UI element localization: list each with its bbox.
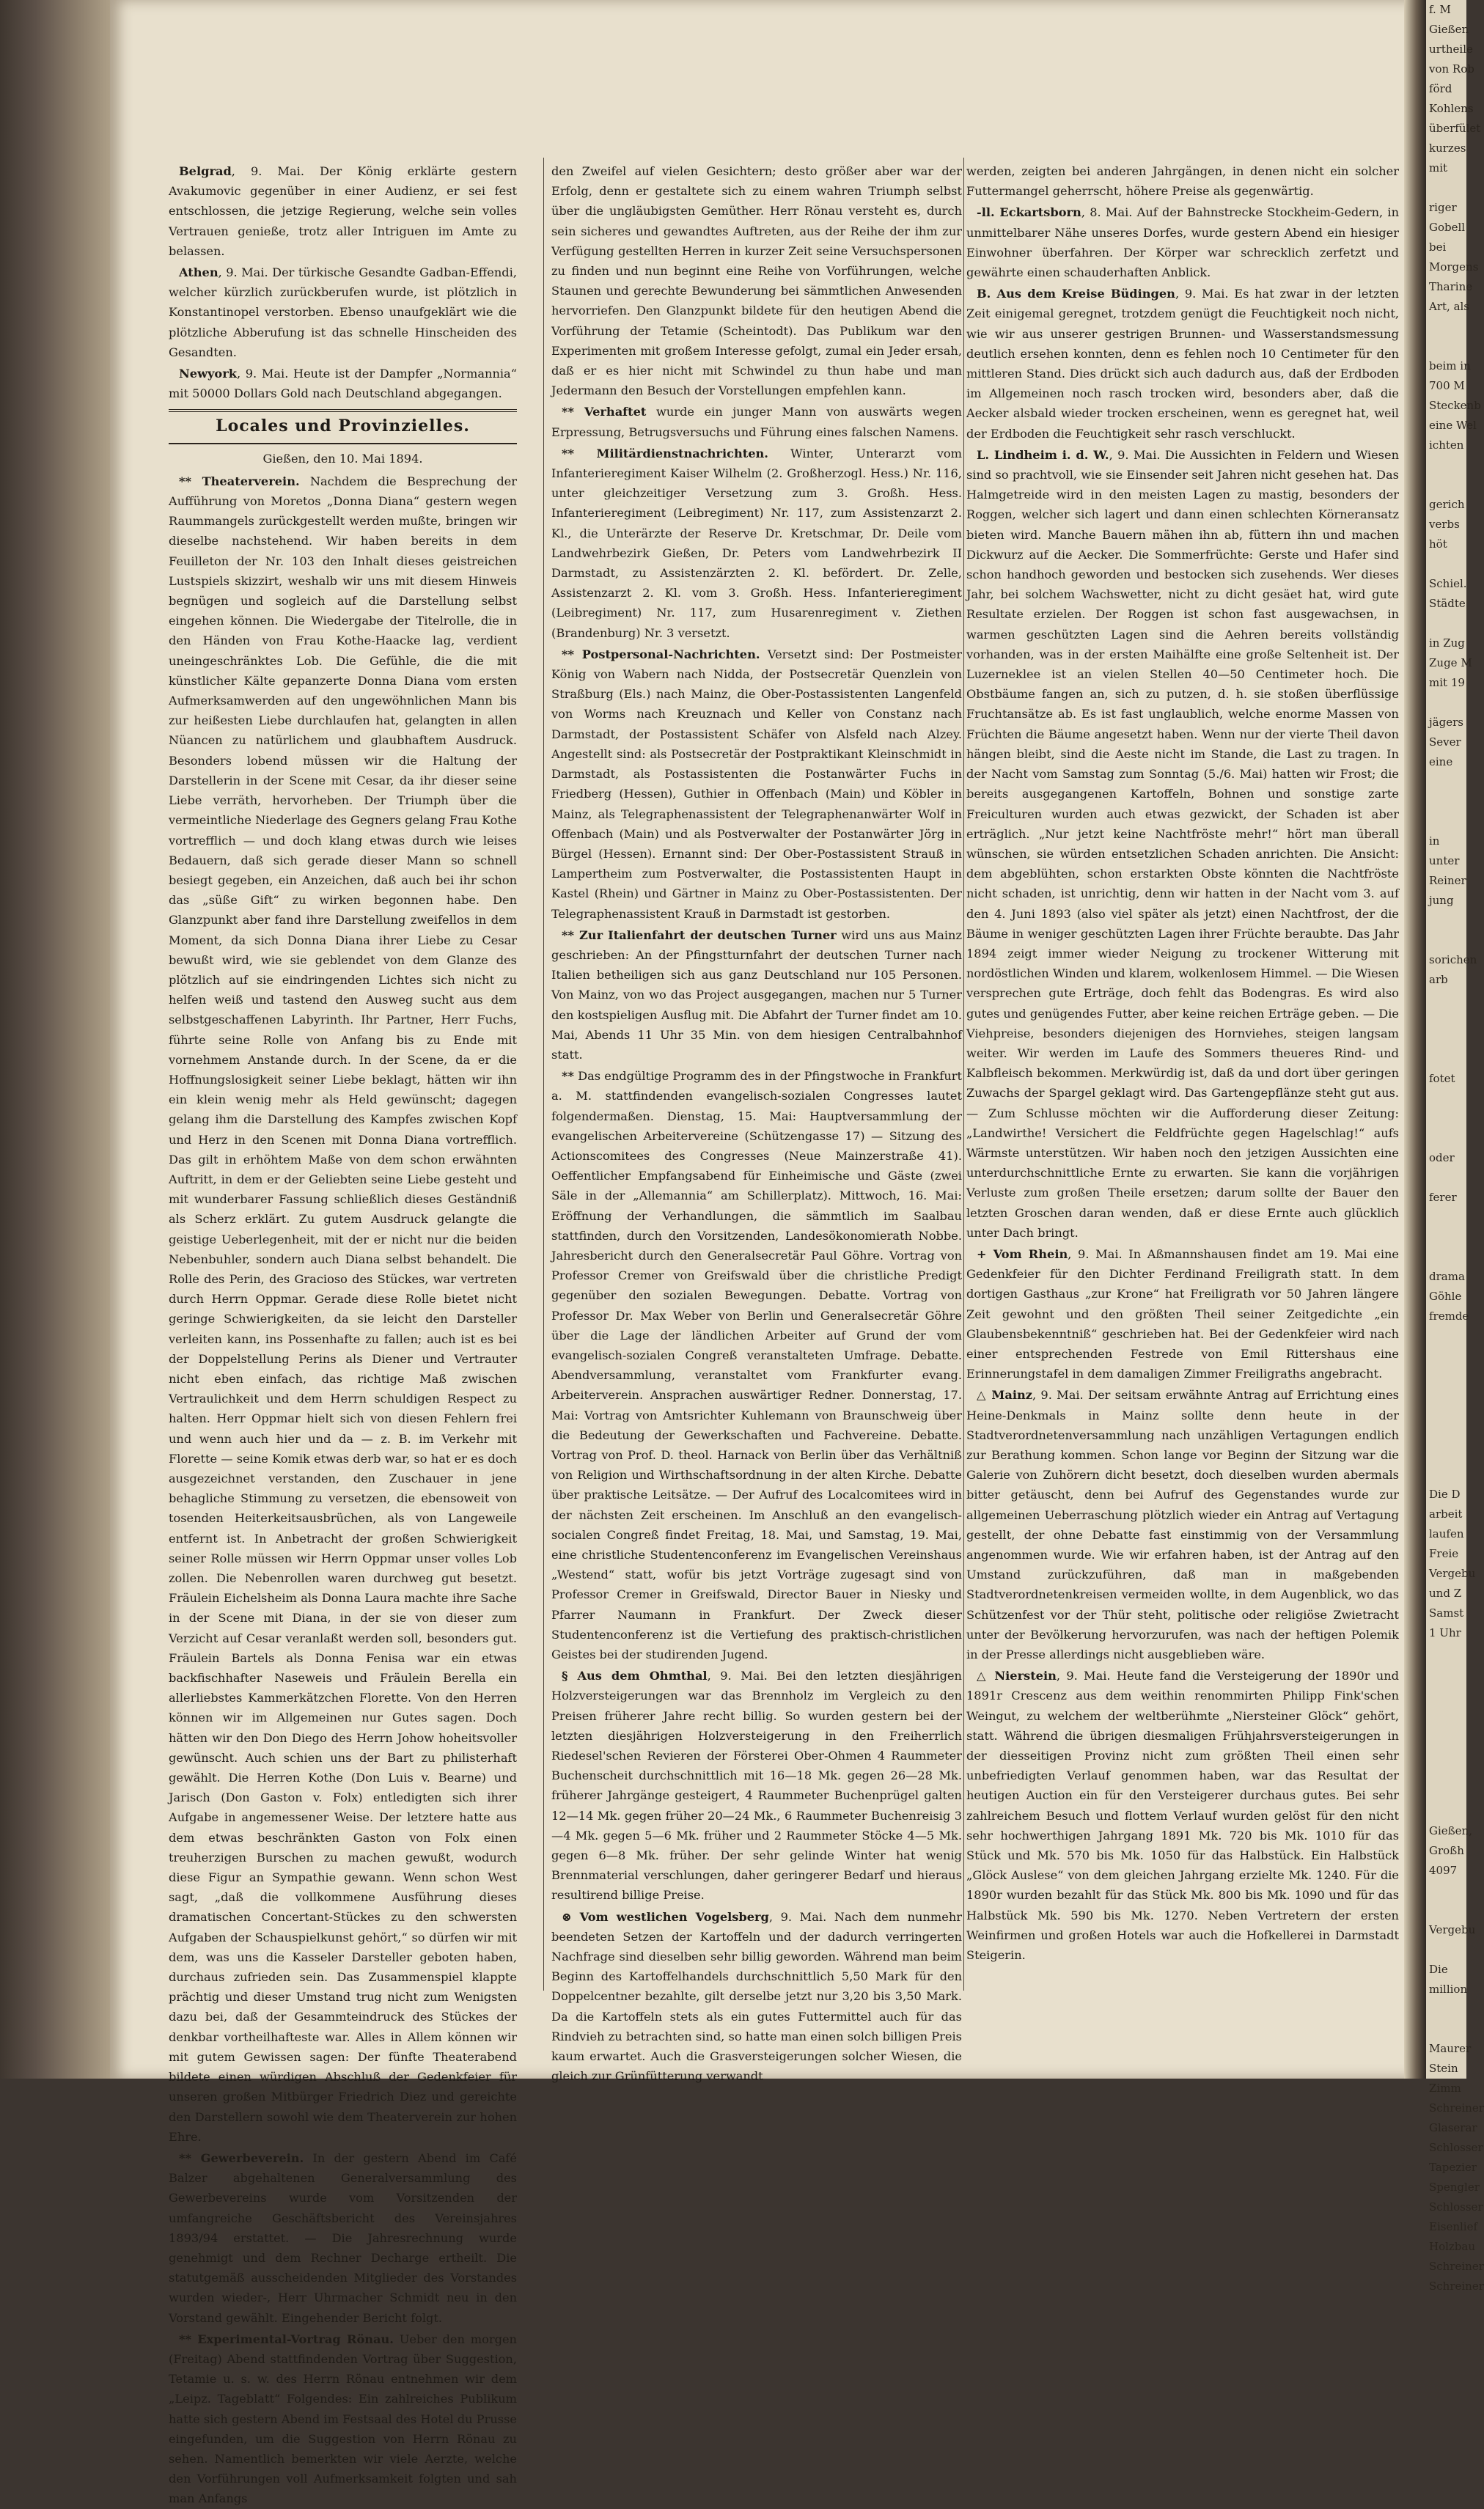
article-lead: △ Mainz: [977, 1388, 1032, 1403]
column-3: [966, 161, 1399, 2053]
next-page-fragment: höt: [1429, 537, 1447, 551]
next-page-fragment: in: [1429, 834, 1440, 848]
article-paragraph: [169, 262, 517, 362]
article-text: , 9. Mai. Der türkische Gesandte Gadban-Effendi, welcher kürzlich zurückberufen wurde, ist plötzlich in Konstantinopel verstorben. Ebenso unaufgeklärt wie die plötzliche Abberufung ist das schnelle Hinscheiden des Gesandten.: [169, 265, 517, 359]
article-paragraph: [966, 161, 1399, 201]
next-page-fragment: Freie: [1429, 1547, 1459, 1560]
article-paragraph: [551, 161, 962, 400]
article-lead: ** Experimental-Vortrag Rönau.: [179, 2332, 394, 2346]
next-page-fragment: Reiner: [1429, 874, 1466, 887]
next-page-fragment: Tapezier: [1429, 2161, 1477, 2174]
next-page-fragment: 1 Uhr: [1429, 1626, 1461, 1639]
next-page-fragment: f. M: [1429, 3, 1451, 16]
next-page-fragment: gerich: [1429, 498, 1465, 511]
article-text: , 9. Mai. Der seitsam erwähnte Antrag auf Errichtung eines Heine-Denkmals in Mainz sollte denn heute in der Stadtverordnetenversammlung nach unzähligen Vertagungen endlich zur Berathung kommen. Schon lange vor Beginn der Sitzung war die Galerie von Zuhörern dicht besetzt, doch dieselben wurden abermals bitter getäuscht, denn bei Aufruf des Gegenstandes wurde zur allgemeinen Ueberraschung plötzlich wieder ein Antrag auf Vertagung gestellt, der ohne Debatte fast einstimmig von der Versammlung angenommen wurde. Wie wir erfahren haben, ist der Antrag auf den Umstand zurückzuführen, daß man in maßgebenden Stadtverordnetenkreisen vermeiden wollte, in dem Augenblick, wo das Schützenfest vor der Thür steht, politische oder religiöse Zwietracht unter der Bevölkerung hervorzurufen, was nach der heftigen Polemik in der Presse allerdings nicht ausgeblieben wäre.: [966, 1388, 1399, 1662]
next-page-fragment: Schreiner: [1429, 2260, 1484, 2273]
next-page-fragment: [1426, 455, 1466, 475]
article-paragraph: [966, 284, 1399, 444]
next-page-fragment: Gobell: [1429, 221, 1466, 234]
next-page-fragment: [1426, 1425, 1466, 1445]
next-page-fragment: [1426, 792, 1466, 812]
next-page-fragment: million: [1429, 1983, 1468, 1996]
article-text: , 9. Mai. Heute fand die Versteigerung der 1890r und 1891r Crescenz aus dem weithin renommirten Philipp Fink'schen Weingut, zu welchem der weltberühmte „Niersteiner Glöck“ gehört, statt. Während die übrigen diesmaligen Frühjahrsversteigerungen in der diesseitigen Provinz nicht zum größten Theil einen sehr unbefriedigten Verlauf genommen haben, war das Resultat der heutigen Auction ein für den Versteigerer durchaus gutes. Bei sehr zahlreichem Besuch und flottem Verlauf wurden gelöst für den nicht sehr hochwerthigen Jahrgang 1891 Mk. 720 bis Mk. 1010 für das Stück und Mk. 570 bis Mk. 1050 für das Halbstück. Ein Halbstück „Glöck Auslese“ von dem gleichen Jahrgang erzielte Mk. 1240. Für die 1890r wurden bezahlt für das Stück Mk. 800 bis Mk. 1090 und für das Halbstück Mk. 590 bis Mk. 1270. Neben Vertretern der ersten Weinfirmen und großen Hotels war auch die Hofkellerei in Darmstadt Steigerin.: [966, 1669, 1399, 1963]
next-page-fragment: [1426, 1801, 1466, 1821]
article-paragraph: [169, 2148, 517, 2328]
article-paragraph: [551, 1907, 962, 2087]
article-text: den Zweifel auf vielen Gesichtern; desto größer aber war der Erfolg, denn er gestaltete sich zu einem wahren Triumph selbst über die ungläubigsten Gemüther. Herr Rönau versteht es, durch sein sicheres und gewandtes Auftreten, aus der Reihe der ihm zur Verfügung gestellten Herren in kurzer Zeit seine Versuchspersonen zu finden und nun beginnt eine Reihe von Vorführungen, welche Staunen und gerechte Bewunderung bei sämmtlichen Anwesenden hervorriefen. Den Glanzpunkt bildete für den heutigen Abend die Vorführung der Tetamie (Scheintodt). Das Publikum war den Experimenten mit großem Interesse gefolgt, zumal ein Jeder ersah, daß er es hier nicht mit Schwindel zu thun habe und man Jedermann den Besuch der Vorstellungen empfehlen kann.: [551, 164, 962, 398]
article-text: werden, zeigten bei anderen Jahrgängen, in denen nicht ein solcher Futtermangel geherrscht, höhere Preise als gegenwärtig.: [966, 164, 1399, 199]
next-page-fragment: [1426, 1386, 1466, 1406]
article-paragraph: [169, 471, 517, 2147]
article-text: , 9. Mai. Es hat zwar in der letzten Zeit einigemal geregnet, trotzdem genügt die Feuchtigkeit noch nicht, wie wir aus unserer gestrigen Brunnen- und Wasserstandsmessung deutlich ersehen konnten, denn es fehlen noch 10 Centimeter für den mittleren Stand. Dies drückt sich auch dadurch aus, daß der Erdboden im Allgemeinen noch rasch trocken wird, besonders aber, daß die Aecker alsbald wieder trocken erscheinen, wenn es geregnet hat, weil der Erdboden die Feuchtigkeit sehr rasch verschluckt.: [966, 287, 1399, 441]
next-page-fragment: [1426, 317, 1466, 337]
article-lead: + Vom Rhein: [977, 1246, 1068, 1261]
article-text: , 9. Mai. In Aßmannshausen findet am 19. Mai eine Gedenkfeier für den Dichter Ferdinand Freiligrath statt. In dem dortigen Gasthaus „zur Krone“ hat Freiligrath vor 50 Jahren längere Zeit gewohnt und den größten Theil seiner Zeitgedichte „ein Glaubensbekenntniß“ geschrieben hat. Bei der Gedenkfeier wird nach einer entsprechenden Festrede von Emil Rittershaus eine Erinnerungstafel in dem damaligen Zimmer Freiligraths angebracht.: [966, 1246, 1399, 1381]
next-page-fragment: [1426, 1168, 1466, 1188]
article-lead: ** Verhaftet: [562, 405, 647, 419]
next-page-fragment: ichten: [1429, 438, 1464, 452]
next-page-fragment: Städte: [1429, 597, 1466, 610]
next-page-fragment: Schiel.: [1429, 577, 1467, 590]
article-lead: ** Militärdienstnachrichten.: [562, 446, 768, 460]
next-page-fragment: Großh: [1429, 1844, 1464, 1857]
article-paragraph: [169, 364, 517, 403]
next-page-fragment: [1426, 1128, 1466, 1148]
next-page-fragment: [1426, 1683, 1466, 1702]
next-page-fragment: [1426, 475, 1466, 495]
article-lead: L. Lindheim i. d. W.: [977, 447, 1109, 462]
article-lead: ⊗ Vom westlichen Vogelsberg: [562, 1909, 769, 1924]
next-page-fragment: [1426, 1109, 1466, 1128]
next-page-fragment: mit 19: [1429, 676, 1465, 689]
next-page-fragment: Samst: [1429, 1606, 1464, 1620]
next-page-fragment: fotet: [1429, 1072, 1455, 1085]
section-rule: [169, 409, 517, 412]
next-page-fragment: oder: [1429, 1151, 1455, 1164]
next-page-fragment: Schreiner: [1429, 2101, 1484, 2115]
next-page-fragment: Zimm: [1429, 2082, 1461, 2095]
article-text: , 9. Mai. Nach dem nunmehr beendeten Setzen der Kartoffeln und der dadurch verringerten Nachfrage sind dieselben sehr billig geworden. Während man beim Beginn des Kartoffelhandels durchschnittlich 5,50 Mark für den Doppelcentner bezahlte, gilt derselbe jetzt nur 3,20 bis 3,50 Mark. Da die Kartoffeln stets als ein gutes Futtermittel auch für das Rindvieh zu betrachten sind, so hatte man einen solch billigen Preis kaum erwartet. Auch die Grasversteigerungen solcher Wiesen, die gleich zur Grünfütterung verwandt: [551, 1909, 962, 2084]
next-page-fragment: Schreiner: [1429, 2280, 1484, 2293]
next-page-fragment: [1426, 1208, 1466, 1227]
column-separator: [543, 158, 544, 1991]
next-page-fragment: [1426, 1247, 1466, 1267]
next-page-fragment: jung: [1429, 894, 1454, 907]
article-text: Das endgültige Programm des in der Pfingstwoche in Frankfurt a. M. stattfindenden evangelisch-sozialen Congresses lautet folgendermaßen. Dienstag, 15. Mai: Hauptversammlung der evangelischen Arbeitervereine (Schützengasse 17) — Sitzung des Actionscomitees des Congresses (Neue Mainzerstraße 41). Oeffentlicher Empfangsabend für Einheimische und Gäste (zwei Säle in der „Allemannia“ am Schillerplatz). Mittwoch, 16. Mai: Eröffnung der Verhandlungen, die sämmtlich im Saalbau stattfinden, durch den Vorsitzenden, Landesökonomierath Nobbe. Jahresbericht durch den Generalsecretär Paul Göhre. Vortrag von Professor Cremer von Greifswald über die christliche Predigt gegenüber den sozialen Bewegungen. Debatte. Vortrag von Professor Dr. Max Weber von Berlin und Generalsecretär Göhre über die Lage der ländlichen Arbeiter auf Grund der vom evangelisch-sozialen Congreß veranstalteten Umfrage. Debatte. Abendversammlung, veranstaltet vom Frankfurter evang. Arbeiterverein. Ansprachen auswärtiger Redner. Donnerstag, 17. Mai: Vortrag von Amtsrichter Kuhlemann von Braunschweig über die Bedeutung der Gewerkschaften und Fachvereine. Debatte. Vortrag von Prof. D. theol. Harnack von Berlin über das Verhältniß von Religion und Wirthschaftsordnung in der alten Kirche. Debatte über praktische Leitsätze. — Der Aufruf des Localcomitees wird in der nächsten Zeit erscheinen. Im Anschluß an den evangelisch-socialen Congreß findet Freitag, 18. Mai, und Samstag, 19. Mai, eine christliche Studentenconferenz im Evangelischen Vereinshaus „Westend“ statt, wofür bis jetzt Vorträge zugesagt sind von Professor Cremer in Greifswald, Director Bauer in Niesky und Pfarrer Naumann in Frankfurt. Der Zweck dieser Studentenconferenz ist die Vertiefung des praktisch-christlichen Geistes bei der studirenden Jugend.: [551, 1069, 962, 1662]
next-page-fragment: [1426, 1881, 1466, 1900]
dateline: Gießen, den 10. Mai 1894.: [262, 451, 423, 466]
article-text: , 9. Mai. Der König erklärte gestern Avakumovic gegenüber in einer Audienz, er sei fest entschlossen, die jetzige Regierung, welche sein volles Vertrauen genieße, trotz aller Intriguen im Amte zu belassen.: [169, 164, 517, 258]
next-page-fragment: Maurer: [1429, 2042, 1472, 2055]
next-page-fragment: [1426, 1346, 1466, 1366]
article-paragraph: [551, 925, 962, 1065]
next-page-fragment: Spengler: [1429, 2181, 1480, 2194]
next-page-fragment: [1426, 1762, 1466, 1782]
next-page-fragment: [1426, 1643, 1466, 1663]
next-page-fragment: arb: [1429, 973, 1448, 986]
next-page-fragment: [1426, 1326, 1466, 1346]
article-lead: B. Aus dem Kreise Büdingen: [977, 287, 1175, 301]
next-page-fragment: Tharine: [1429, 280, 1473, 293]
article-text: , 9. Mai. Die Aussichten in Feldern und Wiesen sind so prachtvoll, wie sie Einsender seit Jahren nicht gesehen hat. Das Halmgetreide wird in den meisten Lagen zu mastig, besonders der Roggen, welcher sich lagert und dann einen schlechten Körneransatz bieten wird. Manche Bauern mähen ihn ab, füttern ihn und machen Dickwurz auf die Aecker. Die Sommerfrüchte: Gerste und Hafer sind schon handhoch geworden und bestocken sich zusehends. Wer dieses Jahr, bei solchem Wachswetter, nicht zu dicht gesäet hat, wird gute Resultate erzielen. Der Roggen ist schon fast ausgewachsen, in warmen geschützten Lagen sind die Aehren bereits vollständig vorhanden, was in der ersten Maihälfte eine große Seltenheit ist. Der Luzerneklee ist an vielen Stellen 40—50 Centimeter hoch. Die Obstbäume fangen an, sich zu putzen, d. h. sie stoßen überflüssige Fruchtansätze ab. Es ist fast unglaublich, welche enorme Massen von Früchten die Bäume angesetzt haben. Wenn nur der vierte Theil davon hängen bleibt, sind die Aeste nicht im Stande, die Last zu tragen. In der Nacht vom Samstag zum Sonntag (5./6. Mai) hatten wir Frost; die bereits ausgegangenen Kartoffeln, Bohnen und sonstige zarte Freiculturen wurden auch etwas gezwickt, der Schaden ist aber erträglich. „Nur jetzt keine Nachtfröste mehr!“ hört man überall wünschen, sie würden entsetzlichen Schaden anrichten. Die Ansicht: dem abgeblühten, schon erstarkten Obste könnten die Nachtfröste nicht schaden, ist unrichtig, denn wir hatten in der Nacht vom 3. auf den 4. Juni 1893 (also viel später als jetzt) einen Nachtfrost, der die Bäume in weniger geschützten Lagen ihrer Früchte beraubte. Das Jahr 1894 zeigt immer wieder Neigung zu trockener Witterung mit nordöstlichen Winden und klarem, wolkenlosem Himmel. — Die Wiesen versprechen gute Erträge, doch fehlt das Bodengras. Es wird also gutes und genügendes Futter, aber keine reichen Erträge geben. — Die Viehpreise, besonders diejenigen des Hornviehes, steigen langsam weiter. Wir werden im Laufe des Sommers theueres Rind- und Kalbfleisch bekommen. Merkwürdig ist, daß da und dort über geringen Zuwachs der Spargel geklagt wird. Das Gartengepflänze steht gut aus. — Zum Schlusse möchten wir die Aufforderung dieser Zeitung: „Landwirthe! Versichert die Feldfrüchte gegen Hagelschlag!“ aufs Wärmste unterstützen. Wir haben noch den jetzigen Aussichten eine unterdurchschnittliche Ernte zu erwarten. Sie kann die vorjährigen Verluste zum großen Theile ersetzen; darum sollte der Bauer den letzten Groschen daran wenden, daß er diese Ernte auch glücklich unter Dach bringt.: [966, 447, 1399, 1240]
next-page-fragment: Gießen: [1429, 23, 1469, 36]
next-page-fragment: jägers: [1429, 716, 1463, 729]
next-page-fragment: [1426, 614, 1466, 633]
article-text: Ueber den morgen (Freitag) Abend stattfindenden Vortrag über Suggestion, Tetamie u. s. w. des Herrn Rönau entnehmen wir dem „Leipz. Tageblatt“ Folgendes: Ein zahlreiches Publikum hatte sich gestern Abend im Festsaal des Hotel du Prusse eingefunden, um die Suggestion von Herrn Rönau zu sehen. Namentlich bemerkten wir viele Aerzte, welche den Vorführungen voll Aufmerksamkeit folgten und sah man Anfangs: [169, 2332, 517, 2506]
article-paragraph: [169, 2329, 517, 2509]
article-lead: ** Gewerbeverein.: [179, 2150, 304, 2165]
next-page-fragment: Schlosser: [1429, 2200, 1483, 2214]
next-page-fragment: beim in: [1429, 359, 1471, 372]
article-lead: Athen: [179, 265, 218, 280]
next-page-fragment: arbeit: [1429, 1507, 1463, 1521]
next-page-fragment: Glaserar: [1429, 2121, 1477, 2134]
article-text: wurde ein junger Mann von auswärts wegen Erpressung, Betrugsversuchs und Führung eines falschen Namens.: [551, 405, 962, 439]
next-page-fragment: Zuge M: [1429, 656, 1472, 669]
article-text: wird uns aus Mainz geschrieben: An der Pfingstturnfahrt der deutschen Turner nach Italien betheiligen sich aus ganz Deutschland nur 105 Personen. Von Mainz, von wo das Project ausgegangen, machen nur 5 Turner den kostspieligen Ausflug mit. Die Abfahrt der Turner findet am 10. Mai, Abends 11 Uhr 35 Min. von dem hiesigen Centralbahnhof statt.: [551, 927, 962, 1062]
next-page-edge: [1426, 0, 1484, 2293]
column-separator: [963, 158, 964, 1991]
article-lead: Newyork: [179, 367, 237, 381]
next-page-fragment: drama: [1429, 1270, 1465, 1283]
next-page-fragment: [1426, 1722, 1466, 1742]
next-page-fragment: [1426, 772, 1466, 792]
next-page-fragment: [1426, 554, 1466, 574]
article-text: , 8. Mai. Auf der Bahnstrecke Stockheim-Gedern, in unmittelbarer Nähe unseres Dorfes, wurde gestern Abend ein hiesiger Einwohner überfahren. Der Körper war schrecklich zerfetzt und gewährte einen schauderhaften Anblick.: [966, 205, 1399, 280]
next-page-fragment: [1426, 693, 1466, 713]
next-page-fragment: Vergebu: [1429, 1567, 1476, 1580]
article-text: , 9. Mai. Bei den letzten diesjährigen Holzversteigerungen war das Brennholz im Vergleich zu den Preisen früherer Jahre recht billig. So wurden gestern bei der letzten diesjährigen Holzversteigerung in den Freiherrlich Riedesel'schen Revieren der Försterei Ober-Ohmen 4 Raummeter Buchenscheit durchschnittlich mit 16—18 Mk. gegen 26—28 Mk. früherer Jahrgänge gesteigert, 4 Raummeter Buchenprügel galten 12—14 Mk. gegen früher 20—24 Mk., 6 Raummeter Buchenreisig 3—4 Mk. gegen 5—6 Mk. früher und 2 Raummeter Stöcke 4—5 Mk. gegen 6—8 Mk. früher. Der sehr gelinde Winter hat wenig Brennmaterial verschlungen, daher geringerer Bedarf und hieraus resultirend billige Preise.: [551, 1669, 962, 1903]
next-page-fragment: Gießen,: [1429, 1824, 1472, 1837]
article-paragraph: [966, 1666, 1399, 1965]
article-paragraph: [551, 402, 962, 441]
next-page-fragment: [1426, 1445, 1466, 1465]
next-page-fragment: bei: [1429, 240, 1447, 254]
next-page-fragment: Steckenb: [1429, 399, 1481, 412]
next-page-fragment: [1426, 1029, 1466, 1049]
next-page-fragment: urtheile: [1429, 43, 1473, 56]
next-page-fragment: [1426, 1049, 1466, 1069]
next-page-fragment: [1426, 2019, 1466, 2039]
article-lead: Belgrad: [179, 164, 232, 178]
next-page-fragment: verbs: [1429, 518, 1460, 531]
section-heading: Locales und Provinzielles.: [216, 416, 470, 436]
next-page-fragment: Vergebu: [1429, 1923, 1476, 1936]
article-lead: ** Theaterverein.: [179, 474, 300, 488]
next-page-fragment: in Zug: [1429, 636, 1465, 650]
next-page-fragment: und Z: [1429, 1587, 1462, 1600]
article-paragraph: [551, 444, 962, 643]
next-page-fragment: kurzes: [1429, 142, 1466, 155]
article-text: In der gestern Abend im Café Balzer abgehaltenen Generalversammlung des Gewerbevereins wurde vom Vorsitzenden der umfangreiche Geschäftsbericht des Vereinsjahres 1893/94 erstattet. — Die Jahresrechnung wurde genehmigt und dem Rechner Decharge ertheilt. Die statutgemäß ausscheidenden Mitglieder des Vorstandes wurden wieder-, Herr Uhrmacher Schmidt neu in den Vorstand gewählt. Eingehender Bericht folgt.: [169, 2150, 517, 2325]
next-page-fragment: [1426, 1702, 1466, 1722]
next-page-fragment: Die D: [1429, 1488, 1461, 1501]
next-page-fragment: Morgens: [1429, 260, 1479, 273]
next-page-fragment: riger: [1429, 201, 1457, 214]
next-page-fragment: Art, als: [1429, 300, 1470, 313]
next-page-fragment: förd: [1429, 82, 1452, 95]
next-page-fragment: [1426, 1089, 1466, 1109]
next-page-fragment: 700 M: [1429, 379, 1465, 392]
next-page-fragment: [1426, 990, 1466, 1010]
next-page-fragment: [1426, 1999, 1466, 2019]
article-paragraph: [966, 445, 1399, 1243]
column-1: [169, 161, 517, 2506]
next-page-fragment: überfület: [1429, 122, 1481, 135]
article-lead: ** Zur Italienfahrt der deutschen Turner: [562, 927, 837, 942]
book-gutter: [1404, 0, 1426, 2079]
article-lead: **: [562, 1069, 574, 1084]
next-page-fragment: Die: [1429, 1963, 1448, 1976]
next-page-fragment: [1426, 1742, 1466, 1762]
article-paragraph: [966, 1244, 1399, 1384]
article-lead: § Aus dem Ohmthal: [562, 1669, 708, 1683]
next-page-fragment: [1426, 1366, 1466, 1386]
next-page-fragment: [1426, 1010, 1466, 1029]
article-lead: ** Postpersonal-Nachrichten.: [562, 647, 760, 661]
next-page-fragment: [1426, 911, 1466, 930]
next-page-fragment: Holzbau: [1429, 2240, 1476, 2253]
article-paragraph: [551, 1066, 962, 1664]
next-page-fragment: [1426, 337, 1466, 356]
column-2: [551, 161, 962, 2084]
article-text: , 9. Mai. Heute ist der Dampfer „Normannia“ mit 50000 Dollars Gold nach Deutschland abgegangen.: [169, 367, 517, 401]
next-page-fragment: [1426, 812, 1466, 831]
article-paragraph: [551, 644, 962, 924]
next-page-fragment: [1426, 1663, 1466, 1683]
next-page-fragment: von Rob: [1429, 62, 1474, 76]
next-page-fragment: Göhle: [1429, 1290, 1462, 1303]
next-page-fragment: Sever: [1429, 735, 1461, 749]
article-text: Winter, Unterarzt vom Infanterieregiment Kaiser Wilhelm (2. Großherzogl. Hess.) Nr. 116, unter gleichzeitiger Versetzung zum 3. Großh. Hess. Infanterieregiment (Leibregiment) Nr. 117, zum Assistenzarzt 2. Kl., die Unterärzte der Reserve Dr. Kretschmar, Dr. Deile vom Landwehrbezirk Gießen, Dr. Peters vom Landwehrbezirk II Darmstadt, zu Assistenzärzten 2. Kl. befördert. Dr. Zelle, Assistenzarzt 2. Kl. vom 3. Großh. Hess. Infanterieregiment (Leibregiment) Nr. 117, zum Husarenregiment v. Ziethen (Brandenburg) Nr. 3 versetzt.: [551, 446, 962, 640]
next-page-fragment: fremde: [1429, 1309, 1469, 1323]
next-page-fragment: Eisenlief: [1429, 2220, 1478, 2233]
next-page-fragment: Stein: [1429, 2062, 1458, 2075]
next-page-fragment: Schlosser: [1429, 2141, 1483, 2154]
next-page-fragment: ferer: [1429, 1191, 1457, 1204]
next-page-fragment: eine Wel: [1429, 419, 1477, 432]
article-lead: -ll. Eckartsborn: [977, 205, 1081, 220]
next-page-fragment: [1426, 1406, 1466, 1425]
next-page-fragment: [1426, 1900, 1466, 1920]
next-page-fragment: mit: [1429, 161, 1448, 175]
next-page-fragment: laufen: [1429, 1527, 1464, 1540]
book-edge: [0, 0, 117, 2079]
next-page-fragment: unter: [1429, 854, 1460, 867]
next-page-fragment: [1426, 1782, 1466, 1801]
article-text: Versetzt sind: Der Postmeister König von Wabern nach Nidda, der Postsecretär Quenzlein von Straßburg (Els.) nach Mainz, die Ober-Postassistenten Langenfeld von Worms nach Kreuznach und Keller von Constanz nach Darmstadt, der Postassistent Schäfer von Alsfeld nach Alzey. Angestellt sind: als Postsecretär der Postpraktikant Kleinschmidt in Darmstadt, als Postassistenten die Postanwärter Fuchs in Friedberg (Hessen), Guthier in Offenbach (Main) und Köbler in Mainz, als Telegraphenassistent der Telegraphenanwärter Wolf in Offenbach (Main) und als Postverwalter der Postanwärter Jörg in Bürgel (Hessen). Ernannt sind: Der Ober-Postassistent Strauß in Lampertheim zum Postverwalter, die Postassistenten Haupt in Kastel (Rhein) und Gärtner in Mainz zu Ober-Postassistenten. Der Telegraphenassistent Krauß in Darmstadt ist gestorben.: [551, 647, 962, 921]
article-paragraph: [966, 1385, 1399, 1664]
article-lead: △ Nierstein: [977, 1669, 1057, 1683]
next-page-fragment: [1426, 1940, 1466, 1960]
next-page-fragment: Kohlens: [1429, 102, 1474, 115]
next-page-fragment: [1426, 178, 1466, 198]
article-paragraph: [966, 202, 1399, 282]
next-page-fragment: 4097: [1429, 1864, 1458, 1877]
next-page-fragment: sorichen: [1429, 953, 1477, 966]
next-page-fragment: [1426, 930, 1466, 950]
section-rule: [169, 443, 517, 444]
article-text: Nachdem die Besprechung der Aufführung von Moretos „Donna Diana“ gestern wegen Raummangels zurückgestellt werden mußte, bringen wir dieselbe nachstehend. Wir haben bereits in dem Feuilleton der Nr. 103 den Inhalt dieses geistreichen Lustspiels skizzirt, weshalb wir uns mit diesem Hinweis begnügen und sogleich auf die Darstellung selbst eingehen können. Die Wiedergabe der Titelrolle, die in den Händen von Frau Kothe-Haacke lag, verdient uneingeschränktes Lob. Die Gefühle, die die mit künstlicher Kälte gepanzerte Donna Diana vom ersten Aufmerksamwerden auf den ungewöhnlichen Mann bis zur heißesten Liebe durchlaufen hat, gelangten in allen Nüancen zu natürlichem und glaubhaftem Ausdruck. Besonders lobend müssen wir die Haltung der Darstellerin in der Scene mit Cesar, da ihr dieser seine Liebe verräth, hervorheben. Der Triumph über die vermeintliche Niederlage des Gegners gelang Frau Kothe vortrefflich — und doch klang etwas durch wie leises Bedauern, daß sich gerade dieser Mann so schnell besiegt gegeben, ein Anzeichen, daß auch bei ihr schon das „süße Gift“ zu wirken begonnen habe. Den Glanzpunkt aber fand ihre Darstellung zweifellos in dem Moment, da sich Donna Diana ihrer Liebe zu Cesar bewußt wird, wie sie geblendet von dem Glanze des plötzlich auf sie eindringenden Lichtes sich nicht zu helfen weiß und tastend den Ausweg sucht aus dem selbstgeschaffenen Labyrinth. Ihr Partner, Herr Fuchs, führte seine Rolle von Anfang bis zu Ende mit vornehmem Anstande durch. In der Scene, da er die Hoffnungslosigkeit seiner Liebe beklagt, hätten wir ihn ein klein wenig mehr als Held gewünscht; dagegen gelang ihm die Darstellung des Kampfes zwischen Kopf und Herz in den Scenen mit Donna Diana vortrefflich. Das gilt in erhöhtem Maße von dem schon erwähnten Auftritt, in dem er der Geliebten seine Liebe gesteht und mit wunderbarer Fassung schließlich dieses Geständniß als Scherz erklärt. Zu gutem Ausdruck gelangte die geistige Ueberlegenheit, mit der er nicht nur die beiden Nebenbuhler, sondern auch Diana selbst behandelt. Die Rolle des Perin, des Gracioso des Stückes, war vertreten durch Herrn Oppmar. Gerade diese Rolle bietet nicht geringe Schwierigkeiten, da sie leicht den Darsteller verleiten kann, ins Possenhafte zu fallen; auch ist es bei der Doppelstellung Perins als Diener und Vertrauter nicht eben einfach, das richtige Maß zwischen Vertraulichkeit und dem Herrn schuldigen Respect zu halten. Herr Oppmar hielt sich von diesen Fehlern frei und wenn auch hier und da — z. B. im Verkehr mit Florette — seine Komik etwas derb war, so hat er es doch ausgezeichnet verstanden, den Zuschauer in jene behagliche Stimmung zu versetzen, die ebensoweit von tosenden Heiterkeitsausbrüchen, als von Langeweile entfernt ist. In Anbetracht der großen Schwierigkeit seiner Rolle müssen wir Herrn Oppmar unser volles Lob zollen. Die Nebenrollen waren durchweg gut besetzt. Fräulein Eichelsheim als Donna Laura machte ihre Sache in der Scene mit Diana, in der sie von dieser zum Verzicht auf Cesar veranlaßt werden soll, besonders gut. Fräulein Bartels als Donna Fenisa war ein etwas backfischhafter Naseweis und Fräulein Berella ein allerliebstes Kammerkätzchen Florette. Von den Herren können wir im Allgemeinen nur Gutes sagen. Doch hätten wir den Don Diego des Herrn Johow hoheitsvoller gewünscht. Auch schien uns der Bart zu philisterhaft gewählt. Die Herren Kothe (Don Luis v. Bearne) und Jarisch (Don Gaston v. Folx) entledigten sich ihrer Aufgabe in angemessener Weise. Der letztere hatte aus dem etwas beschränkten Gaston von Folx einen treuherzigen Burschen zu machen gewußt, wodurch diese Figur an Sympathie gewann. Wenn schon West sagt, „daß die vollkommene Ausführung dieses dramatischen Concertant-Stückes zu den schwersten Aufgaben der Schauspielkunst gehört,“ so dürfen wir mit dem, was uns die Kasseler Darsteller geboten haben, durchaus zufrieden sein. Das Zusammenspiel klappte prächtig und dieser Umstand trug nicht zum Wenigsten dazu bei, daß der Gesammteindruck des Stückes der denkbar vortheilhafteste war. Alles in Allem können wir mit gutem Gewissen sagen: Der fünfte Theaterabend bildete einen würdigen Abschluß der Gedenkfeier für unseren großen Mitbürger Friedrich Diez und gereichte den Darstellern sowohl wie dem Theaterverein zur hohen Ehre.: [169, 474, 517, 2144]
article-paragraph: [551, 1666, 962, 1905]
next-page-fragment: [1426, 1465, 1466, 1485]
next-page-fragment: [1426, 1227, 1466, 1247]
article-paragraph: [169, 161, 517, 261]
next-page-fragment: eine: [1429, 755, 1453, 768]
